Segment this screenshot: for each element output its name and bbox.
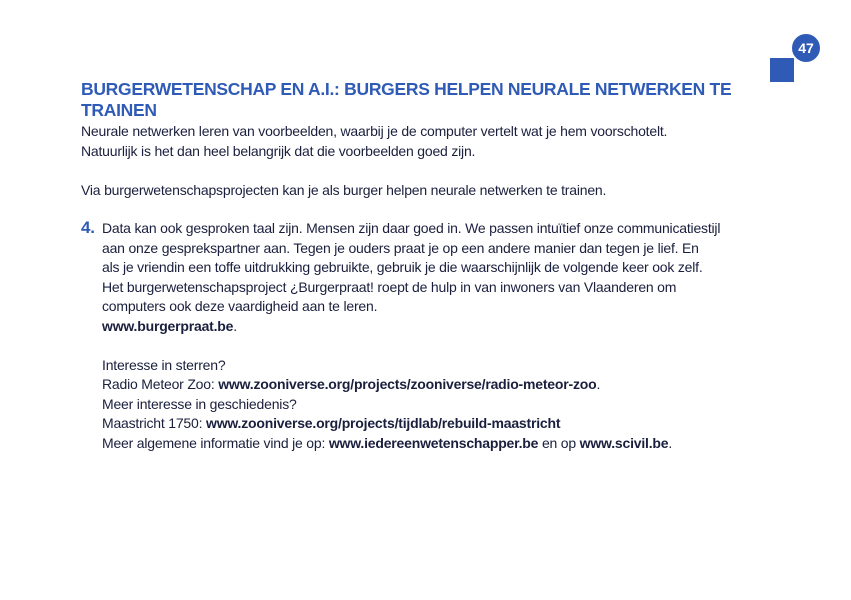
iedereenwetenschapper-link[interactable]: www.iedereenwetenschapper.be <box>328 434 539 451</box>
maastricht-line <box>102 414 781 434</box>
badge-square-decoration <box>770 58 794 82</box>
radio-meteor-suffix: . <box>596 376 601 392</box>
burgerpraat-line <box>102 317 781 337</box>
item-line-1: Data kan ook gesproken taal zijn. Mensen zijn daar goed in. We passen intuïtief onze communicatiestijl <box>102 220 721 236</box>
info-label: Meer algemene informatie vind je op: <box>102 434 329 451</box>
list-item-4 <box>81 219 781 453</box>
main-content <box>81 122 781 453</box>
intro-line-2: Natuurlijk is het dan heel belangrijk dat die voorbeelden goed zijn. <box>81 142 476 159</box>
info-suffix: . <box>668 434 673 451</box>
info-line <box>102 434 781 454</box>
list-number: 4. <box>81 218 95 237</box>
intro-line-1: Neurale netwerken leren van voorbeelden, waarbij je de computer vertelt wat je hem voorschotelt. <box>81 123 668 139</box>
item-line-3: als je vriendin een toffe uitdrukking gebruikte, gebruik je die waarschijnlijk de volgende keer ook zelf. <box>102 259 703 275</box>
maastricht-link[interactable]: www.zooniverse.org/projects/tijdlab/rebuild-maastricht <box>206 415 561 431</box>
history-question: Meer interesse in geschiedenis? <box>102 395 297 412</box>
page-title: BURGERWETENSCHAP EN A.I.: BURGERS HELPEN NEURALE NETWERKEN TE TRAINEN <box>81 79 732 120</box>
burgerpraat-link[interactable]: www.burgerpraat.be <box>102 317 234 334</box>
item-line-2: aan onze gesprekspartner aan. Tegen je ouders praat je op een andere manier dan tegen je lief. En <box>102 239 699 256</box>
link-suffix: . <box>233 317 237 334</box>
item-line-5: computers ook deze vaardigheid aan te leren. <box>102 298 378 314</box>
page-number-badge <box>770 32 824 82</box>
intro-line-3: Via burgerwetenschapsprojecten kan je als burger helpen neurale netwerken te trainen. <box>81 181 607 198</box>
scivil-link[interactable]: www.scivil.be <box>579 434 669 451</box>
item-line-4: Het burgerwetenschapsproject ¿Burgerpraat! roept de hulp in van inwoners van Vlaanderen om <box>102 278 677 295</box>
radio-meteor-link[interactable]: www.zooniverse.org/projects/zooniverse/radio-meteor-zoo <box>218 376 597 392</box>
radio-meteor-line <box>102 375 781 395</box>
info-mid: en op <box>538 434 580 451</box>
maastricht-label: Maastricht 1750: <box>102 415 206 431</box>
page-number: 47 <box>790 32 822 64</box>
radio-meteor-label: Radio Meteor Zoo: <box>102 376 219 392</box>
stars-question: Interesse in sterren? <box>102 356 226 373</box>
